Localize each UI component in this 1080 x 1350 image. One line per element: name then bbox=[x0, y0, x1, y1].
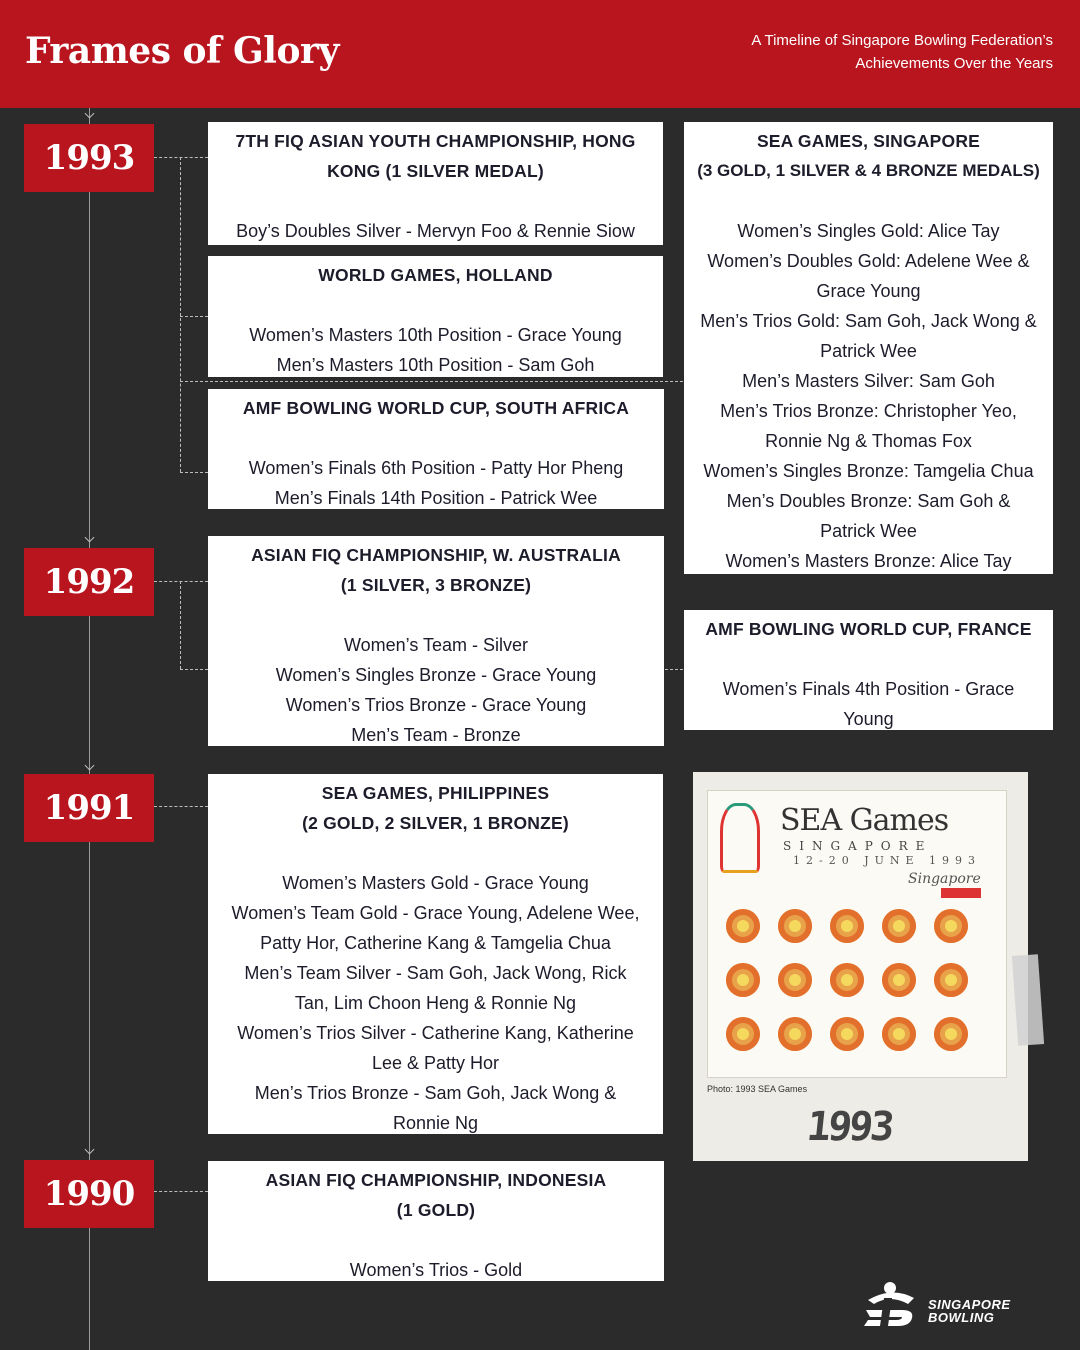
logo-line-1: SINGAPORE bbox=[928, 1297, 1011, 1312]
lion-mascot-icon bbox=[934, 963, 968, 997]
card-title: SEA GAMES, SINGAPORE bbox=[756, 131, 981, 151]
card-amf-world-cup-france bbox=[684, 610, 1053, 730]
spine-arrow bbox=[85, 761, 95, 771]
card-fiq-asian-youth-hong-kong bbox=[208, 122, 663, 245]
result-line: Women’s Trios Bronze - Grace Young bbox=[285, 695, 587, 715]
card-title: 7TH FIQ ASIAN YOUTH CHAMPIONSHIP, HONG bbox=[235, 131, 636, 151]
year-badge-1991: 1991 bbox=[24, 774, 154, 842]
result-line: Grace Young bbox=[816, 281, 921, 301]
bowling-logo-icon bbox=[862, 1280, 924, 1326]
result-line: Patrick Wee bbox=[820, 521, 917, 541]
card-title: (1 SILVER, 3 BRONZE) bbox=[340, 575, 532, 595]
connector-line bbox=[180, 381, 683, 382]
result-line: Tan, Lim Choon Heng & Ronnie Ng bbox=[294, 993, 577, 1013]
spine-arrow bbox=[85, 533, 95, 543]
result-line: Men’s Trios Bronze - Sam Goh, Jack Wong & bbox=[254, 1083, 617, 1103]
card-title: (3 GOLD, 1 SILVER & 4 BRONZE MEDALS) bbox=[697, 161, 1040, 180]
card-title: ASIAN FIQ CHAMPIONSHIP, W. AUSTRALIA bbox=[251, 545, 621, 565]
result-line: Men’s Masters Silver: Sam Goh bbox=[742, 371, 995, 391]
stamp-location: SINGAPORE bbox=[783, 839, 933, 853]
card-title: AMF BOWLING WORLD CUP, FRANCE bbox=[705, 619, 1032, 639]
result-line: Women’s Masters 10th Position - Grace Young bbox=[249, 325, 622, 345]
sea-games-stamp-sheet-image bbox=[707, 790, 1007, 1078]
lion-mascot-icon bbox=[726, 909, 760, 943]
connector-line bbox=[154, 806, 208, 807]
result-line: Women’s Singles Bronze - Grace Young bbox=[275, 665, 597, 685]
result-line: Women’s Trios Silver - Catherine Kang, Katherine bbox=[237, 1023, 634, 1043]
result-line: Women’s Team Gold - Grace Young, Adelene Wee, bbox=[231, 903, 640, 923]
card-sea-games-philippines bbox=[208, 774, 663, 1134]
card-amf-world-cup-south-africa bbox=[208, 389, 664, 509]
stamp-heading: SEA Games bbox=[780, 803, 949, 838]
card-title: (1 GOLD) bbox=[396, 1200, 476, 1220]
card-title: SEA GAMES, PHILIPPINES bbox=[321, 783, 550, 803]
result-line: Women’s Singles Bronze: Tamgelia Chua bbox=[703, 461, 1034, 481]
lion-mascot-icon bbox=[778, 1017, 812, 1051]
sea-games-logo-icon bbox=[720, 803, 760, 873]
result-line: Women’s Doubles Gold: Adelene Wee & bbox=[707, 251, 1030, 271]
photo-caption: Photo: 1993 SEA Games bbox=[707, 1084, 808, 1094]
lion-mascot-icon bbox=[830, 1017, 864, 1051]
result-line: Young bbox=[843, 709, 894, 729]
connector-line bbox=[180, 472, 208, 473]
handwritten-year: 1993 bbox=[804, 1104, 894, 1150]
result-line: Women’s Masters Bronze: Alice Tay bbox=[725, 551, 1012, 571]
card-title: KONG (1 SILVER MEDAL) bbox=[327, 161, 544, 181]
result-line: Lee & Patty Hor bbox=[371, 1053, 500, 1073]
page-title: Frames of Glory bbox=[25, 30, 339, 72]
post-badge-icon bbox=[941, 888, 981, 898]
logo-text bbox=[928, 1298, 1011, 1324]
lion-mascot-icon bbox=[778, 909, 812, 943]
result-line: Women’s Singles Gold: Alice Tay bbox=[737, 221, 1000, 241]
year-badge-1990: 1990 bbox=[24, 1160, 154, 1228]
year-badge-1993: 1993 bbox=[24, 124, 154, 192]
result-line: Patty Hor, Catherine Kang & Tamgelia Chua bbox=[260, 933, 611, 953]
result-line: Patrick Wee bbox=[820, 341, 917, 361]
lion-mascot-icon bbox=[882, 909, 916, 943]
subtitle-line-2: Achievements Over the Years bbox=[855, 55, 1053, 72]
result-line: Ronnie Ng bbox=[392, 1113, 479, 1133]
connector-line bbox=[180, 316, 208, 317]
card-title: (2 GOLD, 2 SILVER, 1 BRONZE) bbox=[302, 813, 569, 833]
lion-mascot-icon bbox=[934, 1017, 968, 1051]
subtitle-line-1: A Timeline of Singapore Bowling Federation’s bbox=[751, 32, 1053, 49]
result-line: Women’s Trios - Gold bbox=[349, 1260, 523, 1280]
singapore-bowling-logo bbox=[862, 1280, 1037, 1328]
spine-arrow bbox=[85, 109, 95, 119]
singapore-post-logo: Singapore bbox=[908, 871, 981, 887]
lion-mascot-icon bbox=[882, 1017, 916, 1051]
result-line: Men’s Team - Bronze bbox=[351, 725, 521, 745]
lion-mascot-icon bbox=[726, 963, 760, 997]
card-world-games-holland bbox=[208, 256, 663, 377]
lion-mascot-icon bbox=[882, 963, 916, 997]
result-line: Ronnie Ng & Thomas Fox bbox=[765, 431, 972, 451]
polaroid-photo bbox=[693, 772, 1028, 1161]
connector-line bbox=[180, 581, 181, 669]
card-title: ASIAN FIQ CHAMPIONSHIP, INDONESIA bbox=[265, 1170, 607, 1190]
card-sea-games-singapore bbox=[684, 122, 1053, 574]
lion-mascot-icon bbox=[726, 1017, 760, 1051]
lion-mascot-icon bbox=[778, 963, 812, 997]
result-line: Boy’s Doubles Silver - Mervyn Foo & Rennie Siow bbox=[236, 221, 635, 241]
result-line: Men’s Trios Gold: Sam Goh, Jack Wong & bbox=[700, 311, 1037, 331]
page-subtitle bbox=[593, 29, 1053, 75]
result-line: Men’s Finals 14th Position - Patrick Wee bbox=[274, 488, 598, 508]
lion-mascot-icon bbox=[830, 909, 864, 943]
result-line: Women’s Masters Gold - Grace Young bbox=[282, 873, 589, 893]
card-asian-fiq-w-australia bbox=[208, 536, 664, 746]
card-asian-fiq-indonesia bbox=[208, 1161, 664, 1281]
result-line: Men’s Masters 10th Position - Sam Goh bbox=[276, 355, 595, 375]
connector-line bbox=[154, 581, 208, 582]
result-line: Men’s Team Silver - Sam Goh, Jack Wong, Rick bbox=[244, 963, 627, 983]
connector-line bbox=[154, 1191, 208, 1192]
result-line: Men’s Trios Bronze: Christopher Yeo, bbox=[720, 401, 1017, 421]
logo-line-2: BOWLING bbox=[928, 1310, 995, 1325]
connector-line bbox=[180, 157, 181, 472]
year-badge-1992: 1992 bbox=[24, 548, 154, 616]
stamp-dates: 12-20 JUNE 1993 bbox=[793, 854, 982, 867]
lion-mascot-icon bbox=[830, 963, 864, 997]
result-line: Women’s Finals 6th Position - Patty Hor Pheng bbox=[248, 458, 624, 478]
card-title: AMF BOWLING WORLD CUP, SOUTH AFRICA bbox=[242, 398, 630, 418]
lion-mascot-icon bbox=[934, 909, 968, 943]
result-line: Women’s Finals 4th Position - Grace bbox=[722, 679, 1015, 699]
result-line: Men’s Doubles Bronze: Sam Goh & bbox=[726, 491, 1011, 511]
header-banner bbox=[0, 0, 1080, 108]
tape-strip bbox=[1012, 954, 1044, 1046]
connector-line bbox=[154, 157, 208, 158]
card-title: WORLD GAMES, HOLLAND bbox=[318, 265, 553, 285]
result-line: Women’s Team - Silver bbox=[343, 635, 529, 655]
spine-arrow bbox=[85, 1145, 95, 1155]
